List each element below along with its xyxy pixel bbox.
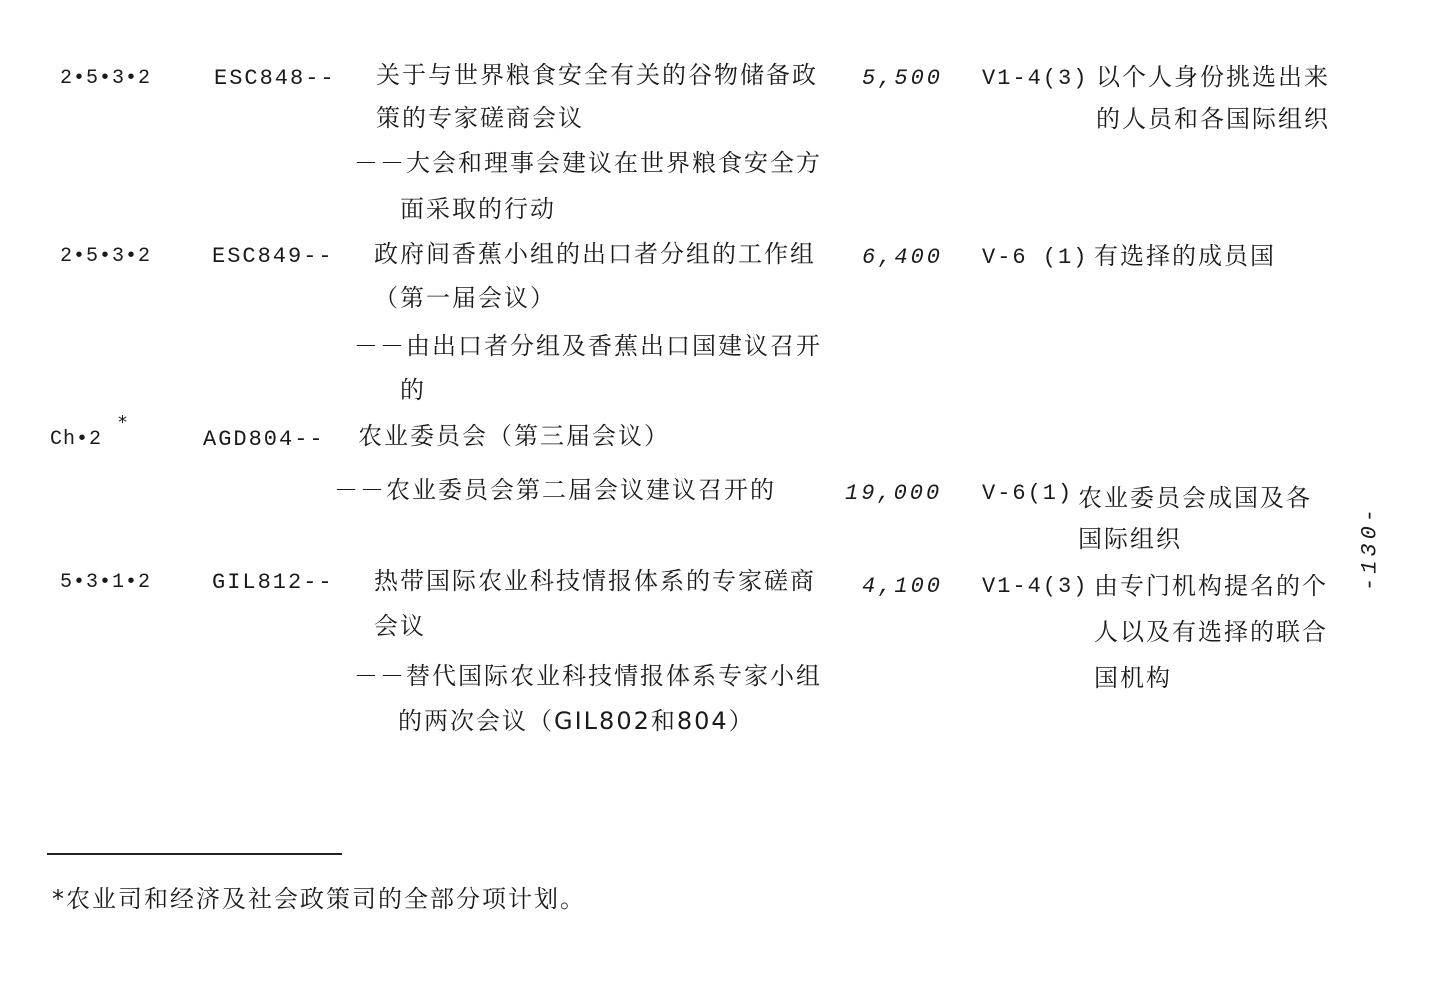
entry-1-title-line-2: 策的专家磋商会议 xyxy=(376,104,584,132)
entry-2-code: ESC849-- xyxy=(212,244,334,269)
entry-1-section: 2•5•3•2 xyxy=(60,67,152,90)
entry-1-participants-line-1: 以个人身份挑选出来 xyxy=(1096,63,1330,91)
entry-4-category: V1-4(3) xyxy=(982,574,1089,599)
footnote: *农业司和经济及社会政策司的全部分项计划。 xyxy=(52,885,586,913)
entry-4-section: 5•3•1•2 xyxy=(60,571,152,594)
entry-2-title-line-1: 政府间香蕉小组的出口者分组的工作组 xyxy=(374,240,816,268)
entry-3-category: V-6(1) xyxy=(982,481,1074,506)
entry-1-note-line-2: 面采取的行动 xyxy=(400,195,556,223)
entry-4-code: GIL812-- xyxy=(212,570,334,595)
entry-1-title-line-1: 关于与世界粮食安全有关的谷物储备政 xyxy=(376,61,818,89)
entry-4-participants-line-1: 由专门机构提名的个 xyxy=(1094,572,1328,600)
entry-3-note-line-1: －－农业委员会第二届会议建议召开的 xyxy=(334,476,776,504)
entry-2-note-line-2: 的 xyxy=(400,376,426,404)
entry-3-cost: 19,000 xyxy=(845,481,943,506)
entry-3-code: AGD804-- xyxy=(203,427,325,452)
entry-3-title-line-1: 农业委员会（第三届会议） xyxy=(358,422,670,450)
entry-2-category: V-6 (1) xyxy=(982,245,1089,270)
entry-2-note-line-1: －－由出口者分组及香蕉出口国建议召开 xyxy=(354,332,822,360)
entry-4-participants-line-3: 国机构 xyxy=(1094,664,1172,692)
entry-4-note-line-1: －－替代国际农业科技情报体系专家小组 xyxy=(354,662,822,690)
entry-4-cost: 4,100 xyxy=(862,574,944,599)
page-number: -130- xyxy=(1357,504,1383,592)
entry-1-note-line-1: －－大会和理事会建议在世界粮食安全方 xyxy=(354,149,822,177)
entry-4-title-line-1: 热带国际农业科技情报体系的专家磋商 xyxy=(374,567,816,595)
entry-1-code: ESC848-- xyxy=(214,66,336,91)
entry-2-section: 2•5•3•2 xyxy=(60,245,152,268)
entry-4-title-line-2: 会议 xyxy=(374,612,426,640)
footnote-marker: * xyxy=(118,412,127,433)
entry-4-note-line-2: 的两次会议（GIL802和804） xyxy=(398,707,755,735)
entry-3-participants-line-1: 农业委员会成国及各 xyxy=(1078,484,1312,512)
entry-3-section: Ch•2 xyxy=(50,428,103,451)
entry-3-participants-line-2: 国际组织 xyxy=(1078,525,1182,553)
entry-1-cost: 5,500 xyxy=(862,66,944,91)
footnote-rule xyxy=(47,853,342,855)
entry-1-category: V1-4(3) xyxy=(982,66,1089,91)
entry-2-participants-line-1: 有选择的成员国 xyxy=(1094,242,1276,270)
entry-2-cost: 6,400 xyxy=(862,245,944,270)
entry-4-participants-line-2: 人以及有选择的联合 xyxy=(1094,618,1328,646)
entry-2-title-line-2: （第一届会议） xyxy=(374,284,556,312)
entry-1-participants-line-2: 的人员和各国际组织 xyxy=(1096,105,1330,133)
